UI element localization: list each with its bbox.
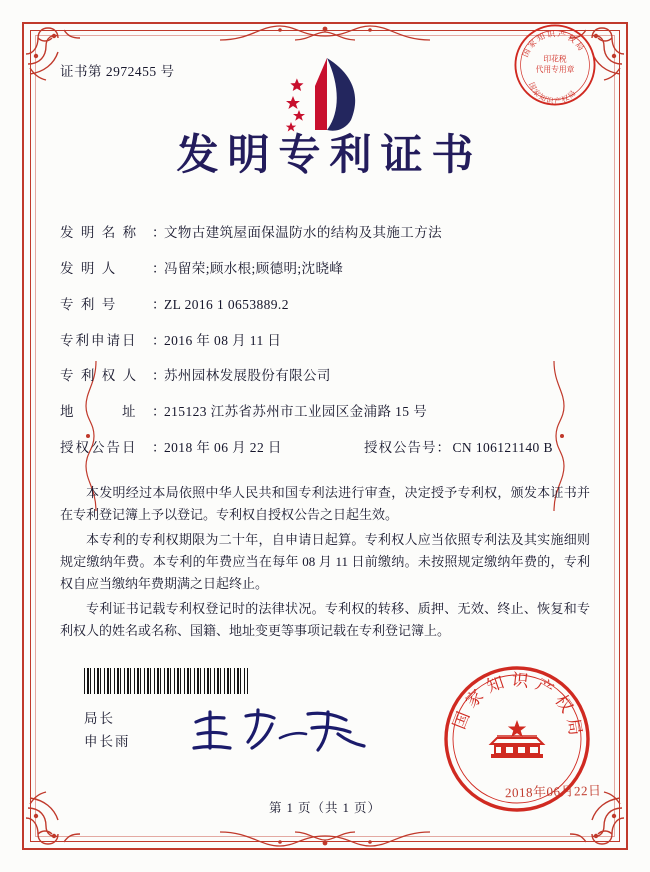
field-colon: ： — [152, 404, 166, 420]
bottom-edge-ornament-icon — [220, 826, 430, 852]
field-label: 专 利 权 人 — [60, 368, 139, 384]
field-row-inventors — [60, 262, 590, 277]
field-value-secondary: CN 106121140 B — [452, 440, 553, 456]
field-colon: ： — [152, 296, 166, 312]
field-row-invention-name — [60, 226, 590, 241]
top-edge-ornament-icon — [220, 20, 430, 46]
field-label: 地 址 — [60, 404, 138, 420]
field-colon: ： — [152, 440, 166, 456]
field-colon: ： — [152, 332, 166, 348]
seal-date: 2018年06月22日 — [505, 782, 603, 801]
page-title: 发明专利证书 — [176, 133, 483, 179]
barcode — [84, 668, 248, 694]
paragraph: 专利证书记载专利权登记时的法律状况。专利权的转移、质押、无效、终止、恢复和专利权人的姓名或名称、国籍、地址变更等事项记载在专利登记簿上。 — [60, 600, 590, 639]
director-role-label: 局长 — [84, 711, 115, 727]
field-label: 专利申请日 — [60, 332, 138, 348]
field-value: 苏州园林发展股份有限公司 — [164, 368, 331, 384]
field-row-grant-publication — [60, 441, 590, 456]
field-colon: ： — [152, 260, 166, 276]
svg-text:国家知识产权局: 国家知识产权局 — [527, 80, 579, 106]
field-value: 文物古建筑屋面保温防水的结构及其施工方法 — [164, 225, 442, 240]
svg-text:国家知识产权局: 国家知识产权局 — [449, 670, 586, 743]
director-name: 申长雨 — [84, 734, 131, 750]
field-label: 发 明 名 称 — [60, 225, 139, 240]
field-row-patent-number — [60, 298, 590, 313]
field-colon-secondary: ： — [436, 440, 450, 456]
field-value: 冯留荣;顾水根;顾德明;沈晓峰 — [164, 260, 344, 276]
field-label: 授权公告日 — [60, 440, 138, 456]
paragraph: 本发明经过本局依照中华人民共和国专利法进行审查，决定授予专利权，颁发本证书并在专利登记簿上予以登记。专利权自授权公告之日起生效。 — [60, 484, 590, 523]
certificate-number: 证书第 2972455 号 — [60, 64, 175, 79]
field-value: 215123 江苏省苏州市工业园区金浦路 15 号 — [164, 404, 428, 420]
field-label-secondary: 授权公告号 — [364, 440, 437, 456]
signature-block — [84, 708, 131, 754]
field-label: 专 利 号 — [60, 296, 118, 312]
field-row-application-date — [60, 334, 590, 349]
field-value: 2016 年 08 月 11 日 — [164, 332, 282, 348]
svg-text:印花税: 印花税 — [543, 54, 567, 64]
page-footer: 第 1 页（共 1 页） — [268, 801, 381, 815]
field-value: 2018 年 06 月 22 日 — [164, 440, 282, 456]
sipo-logo-icon — [265, 52, 385, 138]
svg-text:国家知识产权局: 国家知识产权局 — [520, 29, 587, 59]
handwritten-signature — [188, 704, 373, 756]
field-value: ZL 2016 1 0653889.2 — [164, 296, 289, 312]
field-colon: ： — [152, 368, 166, 384]
field-row-address — [60, 405, 590, 420]
svg-text:代用专用章: 代用专用章 — [535, 64, 575, 74]
field-colon: ： — [152, 225, 166, 240]
field-label: 发 明 人 — [60, 260, 118, 276]
legal-text — [60, 482, 590, 643]
field-row-patentee — [60, 369, 590, 384]
paragraph: 本专利的专利权期限为二十年，自申请日起算。专利权人应当依照专利法及其实施细则规定缴纳年费。本专利的年费应当在每年 08 月 11 日前缴纳。未按照规定缴纳年费的，专利权自应当缴纳年费期满之日起终止。 — [60, 531, 590, 592]
fields-list — [60, 226, 590, 456]
